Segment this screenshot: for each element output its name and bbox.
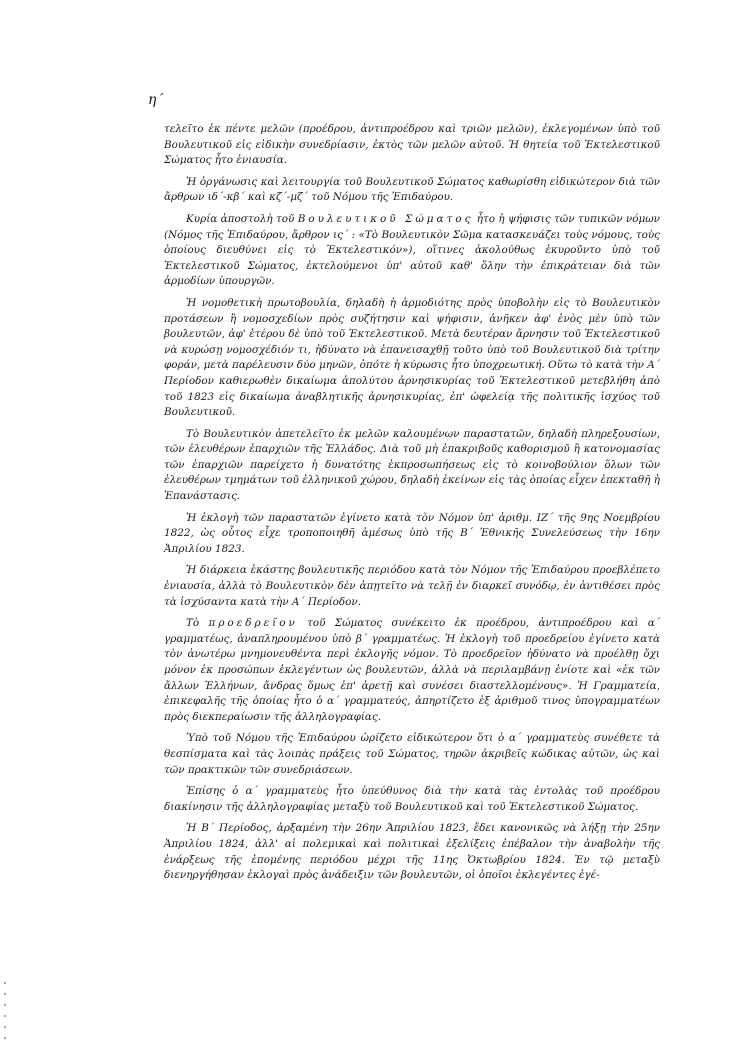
page-number: η΄ [148,92,164,108]
paragraph-11 [164,821,660,883]
paragraph-6-text: Ἡ ἐκλογὴ τῶν παραστατῶν ἐγίνετο κατὰ τὸν Νόμον ὑπ' ἀριθμ. ΙΖ΄ τῆς 9ης Νοεμβρίου 1822, ὡς οὗτος εἶχε τροποποιηθῆ ἀμέσως ὑπὸ τῆς Β΄ Ἐθνικῆς Συνελεύσεως τὴν 16ην Ἀπριλίου 1823. [164,511,660,555]
scan-margin-marks [4,982,10,1039]
paragraph-4 [164,296,660,421]
paragraph-4-text: Ἡ νομοθετικὴ πρωτοβουλία, δηλαδὴ ἡ ἁρμοδιότης πρὸς ὑποβολὴν εἰς τὸ Βουλευτικὸν προτάσεων ἢ νομοσχεδίων πρὸς συζήτησιν καὶ ψήφισιν, ἀνῆκεν ἀφ' ἑνὸς μὲν ὑπὸ τῶν βουλευτῶν, ἀφ' ἑτέρου δὲ ὑπὸ τοῦ Ἐκτελεστικοῦ. Μετὰ δευτέραν ἄρνησιν τοῦ Ἐκτελεστικοῦ νὰ κυρώσῃ νομοσχέδιόν τι, ἠδύνατο νὰ ἐπανεισαχθῇ τοῦτο ὑπὸ τοῦ Βουλευτικοῦ διὰ τρίτην φοράν, μετὰ παρέλευσιν δύο μηνῶν, ὁπότε ἡ κύρωσις ἦτο ὑποχρεωτική. Οὕτω τὸ κατὰ τὴν Α΄ Περίοδον καθιερωθὲν δικαίωμα ἀπολύτου ἀρνησικυρίας τοῦ Ἐκτελεστικοῦ μετεβλήθη ἀπὸ τοῦ 1823 εἰς δικαίωμα ἀναβλητικῆς ἀρνησικυρίας, ἐπ' ὠφελείᾳ τῆς πολιτικῆς ἰσχύος τοῦ Βουλευτικοῦ. [164,296,660,419]
paragraph-7 [164,563,660,610]
paragraph-8 [164,616,660,725]
paragraph-9 [164,731,660,778]
paragraph-8-text-start: Τὸ [186,617,209,630]
paragraph-3 [164,212,660,290]
paragraph-1-text: τελεῖτο ἐκ πέντε μελῶν (προέδρου, ἀντιπροέδρου καὶ τριῶν μελῶν), ἐκλεγομένων ὑπὸ τοῦ Βουλευτικοῦ εἰς εἰδικὴν συνεδρίασιν, ἐκτὸς τῶν μελῶν αὐτοῦ. Ἡ θητεία τοῦ Ἐκτελεστικοῦ Σώματος ἦτο ἐνιαυσία. [164,123,660,167]
paragraph-5 [164,427,660,505]
paragraph-10 [164,784,660,815]
paragraph-1 [164,122,660,169]
paragraph-11-text: Ἡ Β΄ Περίοδος, ἀρξαμένη τὴν 26ην Ἀπριλίου 1823, ἔδει κανονικῶς νὰ λήξῃ τὴν 25ην Ἀπριλίου 1824, ἀλλ' αἱ πολεμικαὶ καὶ πολιτικαὶ ἐξελίξεις ἐπέβαλον τὴν ἀναβολὴν τῆς ἐνάρξεως τῆς ἑπομένης περιόδου μέχρι τῆς 11ης Ὀκτωβρίου 1824. Ἐν τῷ μεταξὺ διενηργήθησαν ἐκλογαὶ πρὸς ἀνάδειξιν τῶν βουλευτῶν, οἱ ὁποῖοι ἐκλεγέντες ἐγέ- [164,822,660,882]
margin-dot [4,1026,6,1028]
paragraph-2-text: Ἡ ὀργάνωσις καὶ λειτουργία τοῦ Βουλευτικοῦ Σώματος καθωρίσθη εἰδικώτερον διὰ τῶν ἄρθρων ιδ΄-κβ΄ καὶ κζ΄-μζ΄ τοῦ Νόμου τῆς Ἐπιδαύρου. [164,175,660,204]
paragraph-8-text-end: τοῦ Σώματος συνέκειτο ἐκ προέδρου, ἀντιπροέδρου καὶ α΄ γραμματέως, ἀναπληρουμένου ὑπὸ β΄ γραμματέως. Ἡ ἐκλογὴ τοῦ προεδρείου ἐγίνετο κατὰ τὸν ἀνωτέρω μνημονευθέντα περὶ ἐκλογῆς νόμον. Τὸ προεδρεῖον ἠδύνατο νὰ προέλθῃ ὄχι μόνον ἐκ προσώπων ἐκλεγέντων ὡς βουλευτῶν, ἀλλὰ νὰ περιλαμβάνῃ ἐνίοτε καὶ «ἐκ τῶν ἄλλων Ἑλλήνων, ἄνδρας ὅμως ἐπ' ἀρετῇ καὶ συνέσει διαστελλομένους». Ἡ Γραμματεία, ἐπικεφαλῆς τῆς ὁποίας ἦτο ὁ α΄ γραμματεύς, ἀπηρτίζετο ἐξ ἀριθμοῦ τινος ὑπογραμματέων πρὸς διεκπεραίωσιν τῆς ἀλληλογραφίας. [164,617,660,723]
paragraph-3-spaced-term: Βουλευτικοῦ Σώματος [297,212,474,225]
margin-dot [4,1037,6,1039]
margin-dot [4,1004,6,1006]
paragraph-6 [164,511,660,558]
paragraph-5-text: Τὸ Βουλευτικὸν ἀπετελεῖτο ἐκ μελῶν καλουμένων παραστατῶν, δηλαδὴ πληρεξουσίων, τῶν ἐλευθέρων ἐπαρχιῶν τῆς Ἑλλάδος. Διὰ τοῦ μὴ ἐπακριβοῦς καθορισμοῦ ἢ κατονομασίας τῶν ἐπαρχιῶν παρείχετο ἡ δυνατότης ἐκπροσωπήσεως εἰς τὸ κοινοβούλιον ὅλων τῶν ἐλευθέρων τμημάτων τοῦ ἑλληνικοῦ χώρου, δηλαδὴ ἐκείνων εἰς τὰς ὁποίας εἶχεν ἐπεκταθῆ ἡ Ἐπανάστασις. [164,427,660,503]
paragraph-10-text: Ἐπίσης ὁ α΄ γραμματεὺς ἦτο ὑπεύθυνος διὰ τὴν κατὰ τὰς ἐντολὰς τοῦ προέδρου διακίνησιν τῆς ἀλληλογραφίας μεταξὺ τοῦ Βουλευτικοῦ καὶ τοῦ Ἐκτελεστικοῦ Σώματος. [164,785,660,813]
body-text [164,122,660,890]
margin-dot [4,982,6,984]
margin-dot [4,993,6,995]
paragraph-7-text: Ἡ διάρκεια ἑκάστης βουλευτικῆς περιόδου κατὰ τὸν Νόμον τῆς Ἐπιδαύρου προεβλέπετο ἐνιαυσία, ἀλλὰ τὸ Βουλευτικὸν δὲν ἀπῃτεῖτο νὰ τελῇ ἐν διαρκεῖ συνόδῳ, ἐν ἀντιθέσει πρὸς τὰ ἰσχύσαντα κατὰ τὴν Α΄ Περίοδον. [164,564,660,608]
paragraph-3-text-start: Κυρία ἀποστολὴ τοῦ [186,212,298,225]
margin-dot [4,1015,6,1017]
paragraph-2 [164,175,660,206]
paragraph-3-text-end: ἦτο ἡ ψήφισις τῶν τυπικῶν νόμων (Νόμος τῆς Ἐπιδαύρου, ἄρθρον ις΄ : «Τὸ Βουλευτικὸν Σῶμα κατασκευάζει τοὺς νόμους, τοὺς ὁποίους διευθύνει εἰς τὸ Ἐκτελεστικόν»), οἵτινες ἀκολούθως ἐκυροῦντο ὑπὸ τοῦ Ἐκτελεστικοῦ Σώματος, ἐκτελούμενοι ὑπ' αὐτοῦ καθ' ὅλην τὴν ἐπικράτειαν διὰ τῶν ἁρμοδίων ὑπουργῶν. [164,212,660,288]
paragraph-8-spaced-term: προεδρεῖον [208,617,298,630]
paragraph-9-text: Ὑπὸ τοῦ Νόμου τῆς Ἐπιδαύρου ὡρίζετο εἰδικώτερον ὅτι ὁ α΄ γραμματεὺς συνέθετε τὰ θεσπίσματα καὶ τὰς λοιπὰς πράξεις τοῦ Σώματος, τηρῶν ἀκριβεῖς κώδικας αὐτῶν, ὡς καὶ τῶν πρακτικῶν τῶν συνεδριάσεων. [164,732,660,776]
